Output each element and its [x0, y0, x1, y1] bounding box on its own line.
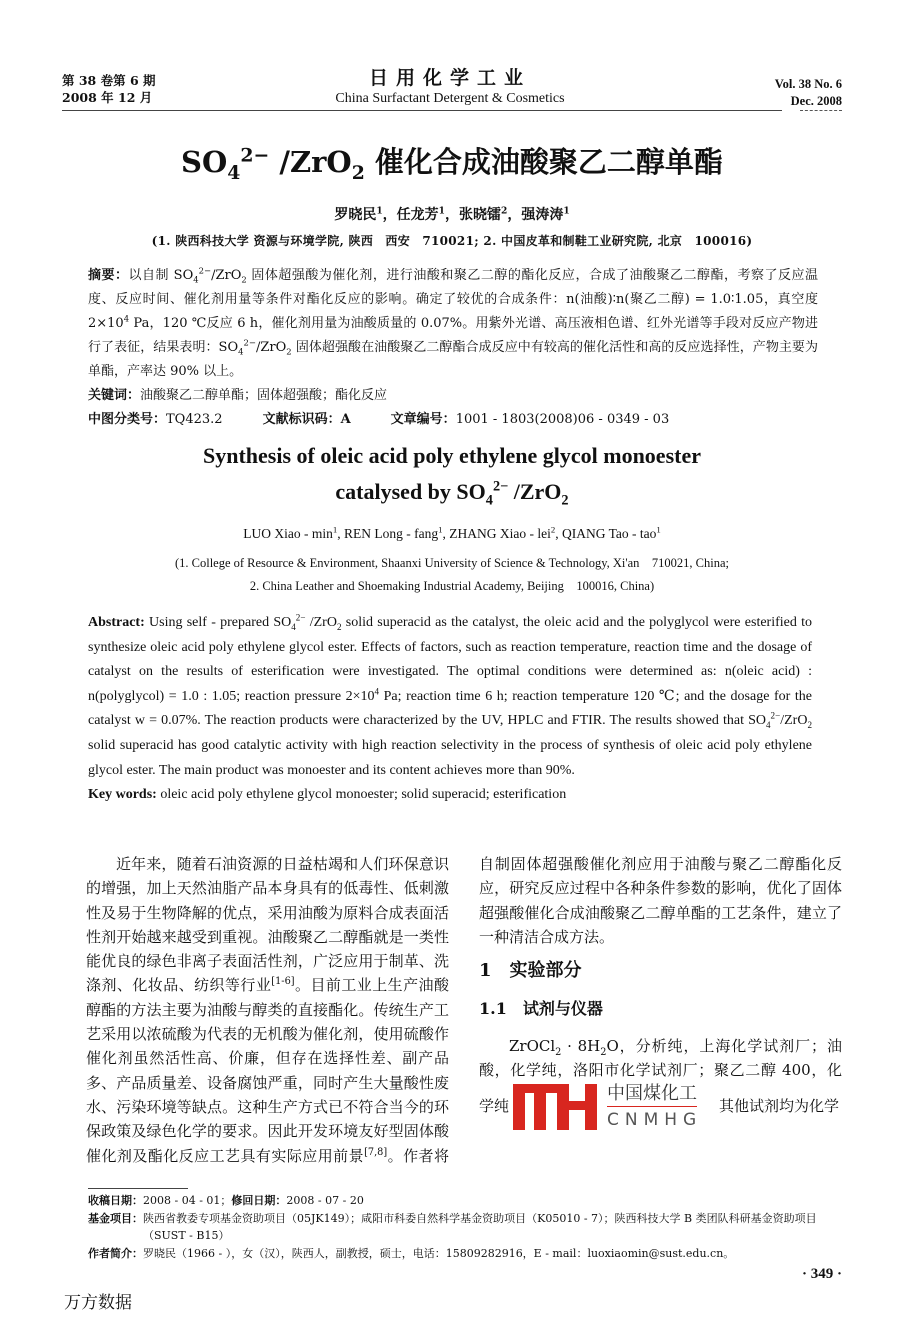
authors-en: LUO Xiao - $\min^1$, REN Long - fang$^1$, ZHANG Xiao - lei$^2$, QIANG Tao - tao$^1$ [243, 524, 661, 541]
section-heading: 1 实验部分 [479, 960, 582, 982]
affiliation-cn: (1. 陕西科技大学 资源与环境学院, 陕西 西安 710021; 2. 中国皮革和制鞋工业研究院, 北京 100016) [151, 234, 753, 248]
subsection-heading: 1.1 试剂与仪器 [479, 999, 603, 1019]
reagents-paragraph: ZrOCl$_2$ · $8H_2O$，分析纯，上海化学试剂厂；油酸，化学纯，洛阳市化学试剂厂；聚乙二醇 400，化学纯 中国煤化工 CNMHG 其他试剂均为化学 [479, 1036, 842, 1131]
header-rule-dashed [800, 110, 842, 111]
paper-title-en: Synthesis of oleic acid poly ethylene glycol monoester catalysed by $SO_4^{2-}$ /ZrO$_2$ [202, 443, 701, 509]
body-text [86, 852, 842, 1184]
footnotes: 收稿日期：2008 - 04 - 01；修回日期：2008 - 07 - 20 基金项目：陕西省教委专项基金资助项目（05JK149）；咸阳市科委自然科学基金资助项目（K05010 - 7）；陕西科技大学 B 类团队科研基金资助项目（SUST - B15） 作者简介：罗晓民（1966 - ），女（汉），陕西人，副教授，硕士，电话：15809282916，E - mail：luoxiaomin@sust.edu.cn。 [88, 1194, 817, 1260]
issue-info: 第 38 卷第 6 期 2008 年 12 月 [62, 73, 156, 105]
page-number: · 349 · [801, 1266, 842, 1282]
paper-title-cn: $SO_4^{2-}$ /ZrO$_2$ 催化合成油酸聚乙二醇单酯 [181, 144, 723, 184]
footnote-rule [88, 1188, 188, 1189]
keywords-en: Key words: oleic acid poly ethylene glycol monoester; solid superacid; esterification [88, 787, 567, 803]
volume-info: Vol. 38 No. 6 Dec. 2008 [774, 77, 842, 108]
affiliation-en: (1. College of Resource & Environment, Shaanxi University of Science & Technology, Xi'an 710021, China; 2. China Leather and Shoemaking Industrial Academy, Beijing 100016, China) [174, 556, 730, 593]
intro-paragraph: 近年来，随着石油资源的日益枯竭和人们环保意识的增强，加上天然油脂产品本身具有的低毒性、低刺激性及易于生物降解的优点，采用油酸为原料合成表面活性剂开始越来越受到重视。油酸聚乙二醇酯就是一类性能优良的绿色非离子表面活性剂，广泛应用于制革、洗涤剂、化妆品、纺织等行业[1-6]。目前工业上生产油酸醇酯的方法主要为油酸与醇类的直接酯化。传统生产工艺采用以浓硫酸为代表的无机酸为催化剂，使用硫酸作催化剂虽然活性高、价廉，但存在选择性差、副产品多、产品质量差、设备腐蚀严重，同时产生大量酸性废水、污染环境等缺点。这种生产方式已不符合当今的环保政策及绿色化学的要求。因此开发环境友好型固体酸催化剂及酯化反应工艺具有实际应用前景[7,8]。作者将自制固体超强酸催化剂应用于油酸与聚乙二醇酯化反应，研究反应过程中各种条件参数的影响，优化了固体超强酸催化合成油酸聚乙二醇单酯的工艺条件，建立了一种清洁合成方法。 [86, 855, 842, 1165]
citation: [7,8] [364, 1146, 388, 1158]
abstract-cn: 摘要：以自制 $SO_4^{2-}/ZrO_2$ 固体超强酸为催化剂，进行油酸和聚乙二醇的酯化反应，合成了油酸聚乙二醇酯，考察了反应温度、反应时间、催化剂用量等条件对酯化反应的影响。确定了较优的合成条件：n(油酸)∶n(聚乙二醇) = 1.0∶1.05，真空度 $2\times 10^4$ Pa，120 ℃反应 6 h，催化剂用量为油酸质量的 0.07%。用紫外光谱、高压液相色谱、红外光谱等手段对反应产物进行了表征，结果表明：$SO_4^{2-}/ZrO_2$ 固体超强酸在油酸聚乙二醇酯合成反应中有较高的催化活性和高的反应选择性，产物主要为单酯，产率达 90% 以上。 关键词：油酸聚乙二醇单酯；固体超强酸；酯化反应 中图分类号：TQ423.2 文献标识码：A 文章编号：1001 - 1803(2008)06 - 0349 - 03 [88, 264, 818, 432]
authors-cn: 罗晓民$^1$，任龙芳$^1$，张晓镭$^2$，强涛涛$^1$ [334, 205, 570, 223]
keywords-cn: 关键词：油酸聚乙二醇单酯；固体超强酸；酯化反应 [88, 388, 388, 403]
header-rule [62, 110, 782, 111]
classification-line: 中图分类号：TQ423.2 文献标识码：A 文章编号：1001 - 1803(2008)06 - 0349 - 03 [88, 412, 670, 427]
citation: [1-6] [271, 976, 295, 988]
abstract-en: Abstract: Using self - prepared $SO_4^{2-}$ /ZrO$_2$ solid superacid as the catalyst, the oleic acid and the polyglycol were esterified to synthesize oleic acid poly ethylene glycol ester. Effects of factors, such as reaction temperature, reaction time and the dosage of catalyst on the results of esterification were investigated. The optimal conditions were determined as: n(oleic acid) : n(polyglycol) = 1.0 : 1.05; reaction pressure $2\times 10^4$ Pa; reaction time 6 h; reaction temperature 120 ℃; and the dosage for the catalyst w = 0.07%. The reaction products were characterized by the UV, HPLC and FTIR. The results showed that $SO_4^{2-}/ZrO_2$ solid superacid has good catalytic activity with high reaction selectivity in the process of synthesis of oleic acid poly ethylene glycol ester. The main product was monoester and its content achieves more than 90%. Key words: oleic acid poly ethylene glycol monoester; solid superacid; esterification [88, 611, 812, 808]
watermark-logo: 中国煤化工 CNMHG [511, 1082, 717, 1132]
source-label: 万方数据 [64, 1293, 132, 1313]
journal-name: 日用化学工业 China Surfactant Detergent & Cosmetics [335, 67, 565, 106]
